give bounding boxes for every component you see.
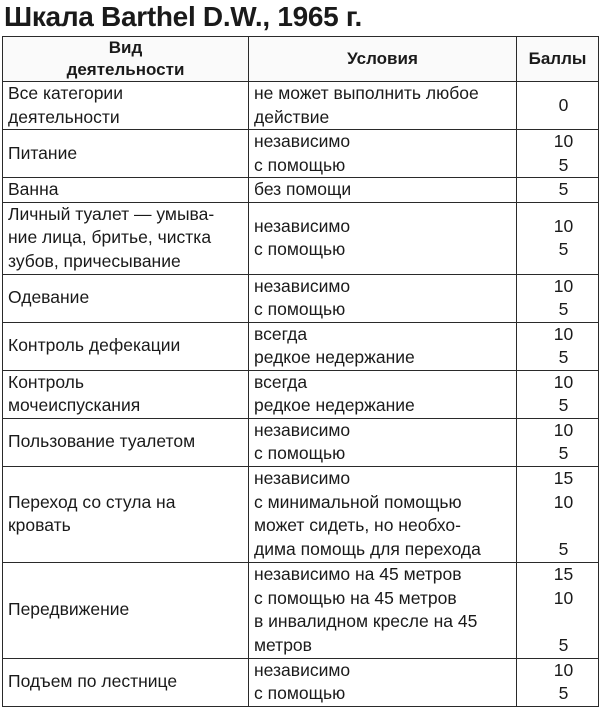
points-cell-line: 5 [558, 683, 569, 703]
points-cell [517, 130, 599, 178]
points-cell [517, 82, 599, 130]
conditions-cell [249, 130, 517, 178]
points-cell-line: 10 [553, 275, 574, 296]
points-cell-line: 15 [553, 564, 574, 584]
points-cell [517, 370, 599, 418]
conditions-cell-line: независимо на 45 метров [254, 564, 462, 584]
conditions-cell-line: независимо [254, 275, 351, 296]
conditions-cell [249, 562, 517, 658]
header-activity-line: Вид [108, 38, 143, 57]
points-cell-line: 5 [558, 179, 569, 199]
activity-cell [3, 370, 249, 418]
conditions-cell-line: с помощью [254, 239, 346, 259]
activity-cell-line: Контроль [8, 371, 85, 392]
table-row [3, 178, 599, 203]
conditions-cell-line: с минимальной помощью [254, 491, 462, 512]
conditions-cell-line: всегда [254, 323, 308, 344]
conditions-cell-line: без помощи [254, 179, 352, 199]
activity-cell [3, 130, 249, 178]
table-row [3, 202, 599, 274]
points-cell [517, 178, 599, 203]
points-cell-line [529, 610, 598, 634]
points-cell-line: 10 [553, 215, 574, 236]
conditions-cell-line: независимо [254, 659, 351, 680]
activity-cell-line: зубов, причесывание [8, 250, 181, 271]
table-row [3, 322, 599, 370]
table-row [3, 130, 599, 178]
conditions-cell-line: действие [254, 106, 330, 127]
header-activity [3, 37, 249, 82]
activity-cell [3, 418, 249, 466]
conditions-cell [249, 418, 517, 466]
points-cell [517, 322, 599, 370]
activity-cell [3, 178, 249, 203]
conditions-cell-line: может сидеть, но необхо- [254, 515, 461, 535]
activity-cell [3, 658, 249, 706]
activity-cell-line: кровать [8, 515, 71, 535]
points-cell-line: 5 [558, 347, 569, 367]
conditions-cell-line: метров [254, 634, 312, 655]
activity-cell-line: ние лица, бритье, чистка [8, 227, 212, 248]
conditions-cell [249, 202, 517, 274]
points-cell-line: 10 [553, 587, 574, 608]
header-activity-line: деятельности [66, 60, 185, 79]
table-row [3, 370, 599, 418]
conditions-cell-line: редкое недержание [254, 347, 415, 367]
activity-cell [3, 562, 249, 658]
points-cell-line: 5 [558, 634, 569, 655]
activity-cell-line: Все категории [8, 83, 123, 103]
conditions-cell-line: редкое недержание [254, 395, 415, 415]
points-cell [517, 658, 599, 706]
points-cell-line: 10 [553, 131, 574, 151]
conditions-cell [249, 82, 517, 130]
table-row [3, 658, 599, 706]
conditions-cell-line: не может выполнить любое [254, 83, 479, 103]
header-conditions: Условия [249, 37, 517, 82]
points-cell [517, 202, 599, 274]
barthel-scale-table [2, 36, 599, 707]
activity-cell [3, 82, 249, 130]
points-cell-line: 10 [553, 491, 574, 512]
table-row [3, 274, 599, 322]
conditions-cell-line: независимо [254, 468, 351, 488]
points-cell-line: 10 [553, 371, 574, 392]
points-cell-line: 5 [558, 538, 569, 559]
conditions-cell-line: в инвалидном кресле на 45 [254, 611, 478, 631]
conditions-cell-line: с помощью [254, 299, 346, 319]
conditions-cell [249, 322, 517, 370]
points-cell [517, 418, 599, 466]
table-row [3, 82, 599, 130]
points-cell-line: 5 [558, 443, 569, 463]
activity-cell-line: Пользование туалетом [8, 431, 196, 452]
activity-cell-line: мочеиспускания [8, 395, 141, 415]
points-cell-line: 5 [558, 299, 569, 319]
activity-cell [3, 274, 249, 322]
conditions-cell-line: дима помощь для перехода [254, 538, 481, 559]
points-cell [517, 562, 599, 658]
activity-cell [3, 322, 249, 370]
points-cell-line: 10 [553, 323, 574, 344]
activity-cell-line: Переход со стула на [8, 491, 176, 512]
activity-cell-line: Личный туалет — умыва- [8, 203, 215, 224]
header-row [3, 37, 599, 82]
activity-cell-line: Подъем по лестнице [8, 671, 178, 692]
conditions-cell-line: независимо [254, 131, 351, 151]
conditions-cell-line: с помощью [254, 683, 346, 703]
activity-cell [3, 202, 249, 274]
activity-cell-line: Питание [8, 142, 78, 163]
activity-cell-line: Одевание [8, 287, 90, 308]
conditions-cell [249, 274, 517, 322]
points-cell-line: 15 [553, 468, 574, 488]
points-cell-line: 5 [558, 239, 569, 259]
activity-cell [3, 466, 249, 562]
points-cell-line: 5 [558, 154, 569, 175]
conditions-cell-line: независимо [254, 215, 351, 236]
conditions-cell-line: с помощью [254, 443, 346, 463]
conditions-cell-line: всегда [254, 371, 308, 392]
conditions-cell-line: независимо [254, 419, 351, 440]
points-cell-line [529, 514, 598, 538]
points-cell [517, 274, 599, 322]
header-points: Баллы [517, 37, 599, 82]
points-cell [517, 466, 599, 562]
points-cell-line: 5 [558, 395, 569, 415]
conditions-cell [249, 466, 517, 562]
table-row [3, 562, 599, 658]
points-cell-line: 10 [553, 419, 574, 440]
conditions-cell [249, 658, 517, 706]
points-cell-line: 0 [558, 94, 569, 115]
page-title: Шкала Barthel D.W., 1965 г. [4, 1, 362, 32]
conditions-cell-line: с помощью [254, 154, 346, 175]
activity-cell-line: деятельности [8, 106, 120, 127]
conditions-cell [249, 178, 517, 203]
activity-cell-line: Передвижение [8, 599, 130, 620]
activity-cell-line: Контроль дефекации [8, 335, 181, 356]
points-cell-line: 10 [553, 659, 574, 680]
table-row [3, 418, 599, 466]
table-row [3, 466, 599, 562]
activity-cell-line: Ванна [8, 179, 59, 199]
conditions-cell [249, 370, 517, 418]
conditions-cell-line: с помощью на 45 метров [254, 587, 457, 608]
